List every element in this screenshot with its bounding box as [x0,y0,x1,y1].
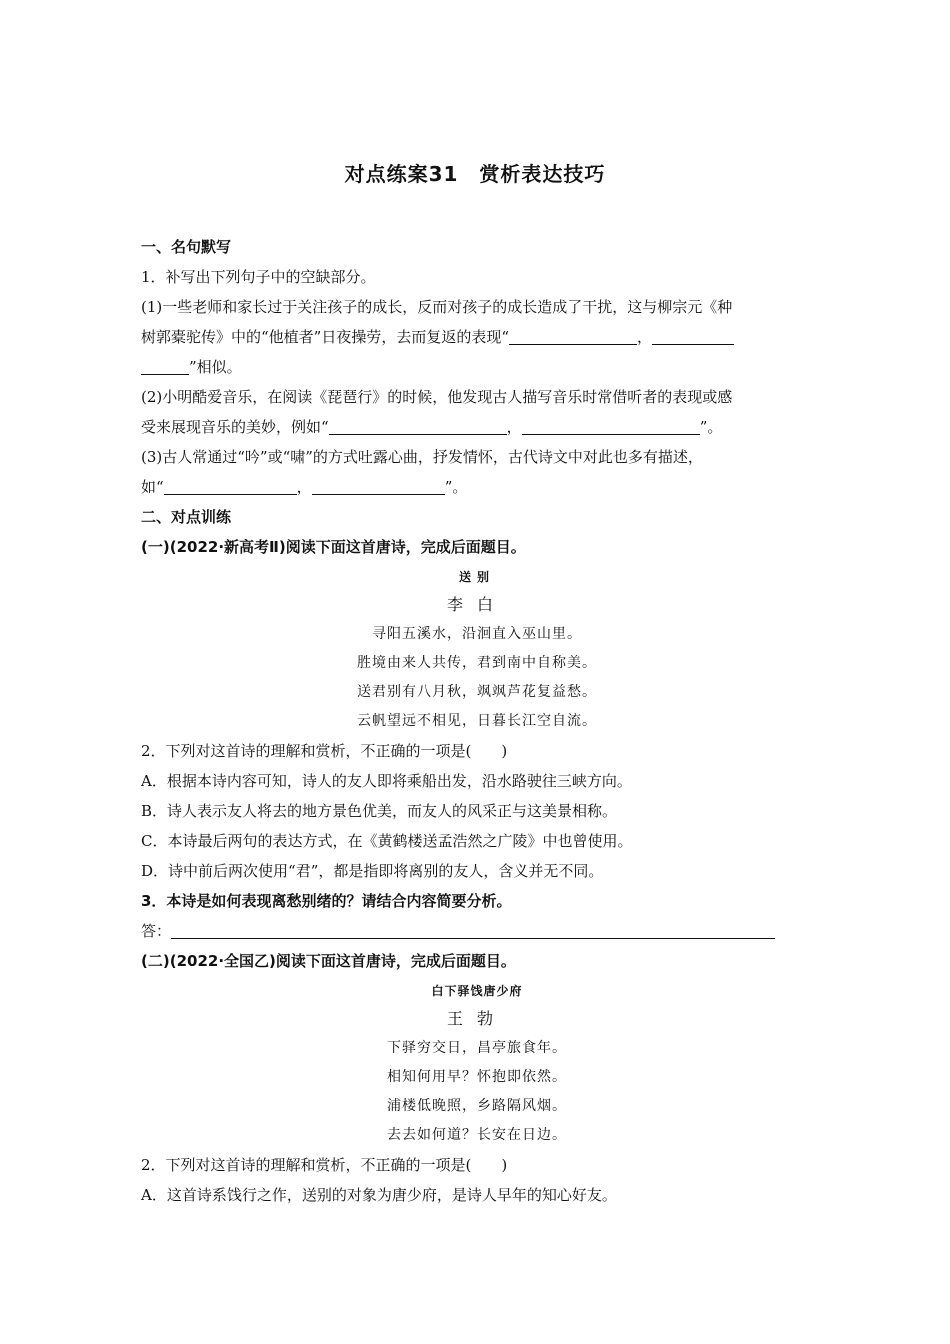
question-1-1-line-2 [141,322,813,352]
question-1-2-line-1: (2)小明酷爱音乐，在阅读《琵琶行》的时候，他发现古人描写音乐时常借听者的表现或感 [141,388,733,406]
answer-label: 答： [141,922,172,940]
section-heading-1: 一、名句默写 [141,238,232,256]
blank-separator: ， [296,478,312,496]
poem-1-line: 寻阳五溪水，沿洄直入巫山里。 [372,626,582,642]
question-1-3-line-1: (3)古人常通过“吟”或“啸”的方式吐露心曲，抒发情怀，古代诗文中对此也多有描述， [141,448,703,466]
option-b[interactable]: B．诗人表示友人将去的地方景色优美，而友人的风采正与这美景相称。 [141,802,618,820]
fill-blank[interactable] [652,328,734,345]
fill-blank[interactable] [509,328,637,345]
poem-2-line: 浦楼低晚照，乡路隔风烟。 [387,1098,567,1114]
question-1-2-line-2 [141,412,813,442]
option-a[interactable]: A．根据本诗内容可知，诗人的友人即将乘船出发，沿水路驶往三峡方向。 [141,772,632,790]
question-1-1-text: 树郭橐驼传》中的“他植者”日夜操劳，去而复返的表现“ [141,328,510,346]
question-1-2-text: 受来展现音乐的美妙，例如“ [141,418,329,436]
poem-1-line: 送君别有八月秋，飒飒芦花复益愁。 [357,684,597,700]
fill-blank[interactable] [329,418,507,435]
document-body [141,232,813,1210]
question-1-intro: 1．补写出下列句子中的空缺部分。 [141,268,376,286]
poem-2-title: 白下驿饯唐少府 [431,984,523,998]
question-1-1-line-3 [141,352,813,382]
part-2-intro: (二)(2022·全国乙)阅读下面这首唐诗，完成后面题目。 [141,952,516,970]
poem-2-line: 相知何用早？怀抱即依然。 [387,1069,567,1085]
blank-separator: ， [637,328,653,346]
question-2b: 2．下列对这首诗的理解和赏析，不正确的一项是( ) [141,1156,508,1174]
fill-blank[interactable] [522,418,700,435]
poem-2-line: 去去如何道？长安在日边。 [387,1127,567,1143]
option-d[interactable]: D．诗中前后两次使用“君”，都是指即将离别的友人，含义并无不同。 [141,862,604,880]
option-a[interactable]: A．这首诗系饯行之作，送别的对象为唐少府，是诗人早年的知心好友。 [141,1186,617,1204]
question-1-2-end: ”。 [699,418,723,436]
poem-2-line: 下驿穷交日，昌亭旅食年。 [387,1040,567,1056]
question-3: 3．本诗是如何表现离愁别绪的？请结合内容简要分析。 [141,892,512,910]
blank-separator: ， [506,418,522,436]
poem-1-title: 送别 [458,570,495,584]
fill-blank[interactable] [141,358,189,375]
option-c[interactable]: C．本诗最后两句的表达方式，在《黄鹤楼送孟浩然之广陵》中也曾使用。 [141,832,633,850]
part-1-intro: (一)(2022·新高考Ⅱ)阅读下面这首唐诗，完成后面题目。 [141,538,526,556]
section-heading-2: 二、对点训练 [141,508,232,526]
poem-2-author: 王勃 [446,1009,507,1028]
poem-1-line: 云帆望远不相见，日暮长江空自流。 [357,713,597,729]
fill-blank[interactable] [164,478,297,495]
answer-blank[interactable] [171,922,775,939]
question-1-1-end: ”相似。 [189,358,242,376]
question-1-3-text: 如“ [141,478,164,496]
question-1-1-line-1: (1)一些老师和家长过于关注孩子的成长，反而对孩子的成长造成了干扰，这与柳宗元《种 [141,298,733,316]
page-title: 对点练案31 赏析表达技巧 [344,162,606,186]
poem-1-line: 胜境由来人共传，君到南中自称美。 [357,655,597,671]
poem-1-author: 李白 [446,595,507,614]
question-2: 2．下列对这首诗的理解和赏析，不正确的一项是( ) [141,742,508,760]
question-1-3-line-2 [141,472,813,502]
fill-blank[interactable] [312,478,445,495]
answer-line [141,916,813,946]
question-1-3-end: ”。 [444,478,468,496]
